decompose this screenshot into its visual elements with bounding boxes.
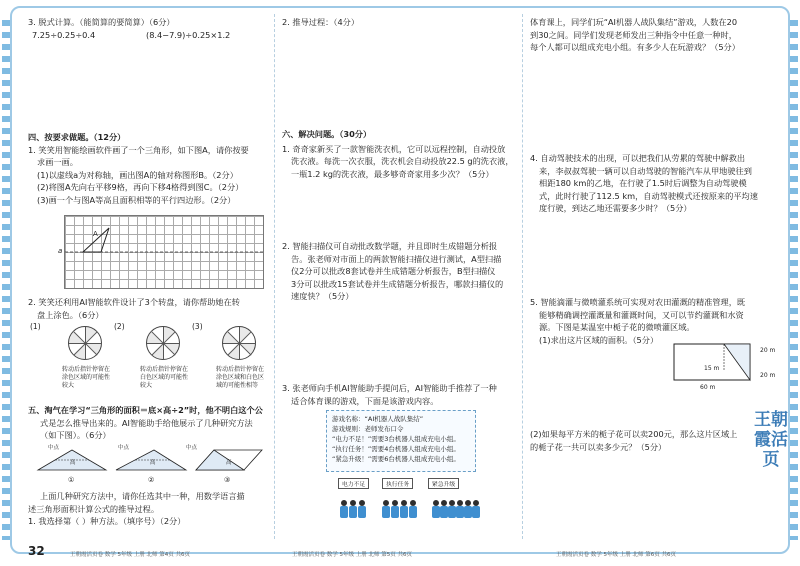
- problem-3-line-1: 3. 张老师向手机AI智能助手提问后，AI智能助手推荐了一种: [282, 383, 497, 393]
- section-5-q1: 1. 我选择第（ ）种方法。（填序号）（2分）: [28, 516, 186, 526]
- dim-label-right: 20 m: [760, 372, 776, 379]
- child-figure: [400, 500, 407, 518]
- q1-line-1: 1. 笑笑用智能绘画软件画了一个三角形，如下图A，请你按要: [28, 144, 249, 155]
- expression-1: 7.25÷0.25÷0.4: [32, 29, 96, 40]
- column-2: [282, 16, 514, 29]
- section-4: [28, 131, 266, 206]
- question-3-title: 3. 脱式计算。（能简算的要简算）（6分）: [28, 17, 175, 27]
- q1-sub-3: (3)画一个与图A等高且面积相等的平行四边形。（2分）: [37, 194, 236, 205]
- midpoint-label-2: 中点: [118, 445, 130, 451]
- spinner-2-num: (2): [114, 322, 125, 331]
- question-2: [28, 296, 266, 321]
- left-wave-border: [2, 20, 10, 540]
- page-number: 32: [28, 544, 45, 558]
- section-6-title: 六、解决问题。（30分）: [282, 129, 372, 139]
- method-2-num: ②: [148, 476, 155, 484]
- section-5-line-3: （如下图）。（6分）: [40, 430, 111, 440]
- child-figure: [472, 500, 479, 518]
- game-rule-1: “电力不足！”需要3台机器人组成充电小组。: [332, 435, 460, 443]
- column-divider-1: [274, 14, 275, 539]
- problem-3-line-2: 适合体育课的游戏，下面是该游戏内容。: [291, 395, 439, 406]
- problem-2-line-2: 告。张老师对市面上的两款智能扫描仪进行测试，A型扫描: [291, 253, 502, 264]
- problem-5-sub-2-line-1: (2)如果每平方米的栀子花可以卖200元，那么这片区域上: [530, 429, 738, 439]
- child-figure: [432, 500, 439, 518]
- triangle-A-figure: [65, 216, 263, 288]
- q2-line-1: 2. 笑笑还利用AI智能软件设计了3个转盘，请你帮助她在转: [28, 297, 240, 307]
- problem-5: [530, 296, 770, 346]
- label-A: A: [93, 230, 98, 238]
- game-rule: 游戏规则：老师发布口令: [332, 425, 404, 433]
- problem-5-line-2: 能够精确调控灌溉量和灌溉时间，又可以节约灌溉和水资: [539, 309, 744, 320]
- height-label-1: 高: [70, 460, 76, 466]
- problem-2-line-1: 2. 智能扫描仪可自动批改数学题，并且即时生成错题分析报: [282, 241, 498, 251]
- problem-4-line-2: 来，李叔叔驾驶一辆可以自动驾驶的智能汽车从甲地驶往到: [539, 165, 752, 176]
- problem-1-line-2: 洗衣液。每洗一次衣服，洗衣机会自动投放22.5 g的洗衣液，: [291, 156, 514, 166]
- q1-sub-2: (2)将图A先向右平移9格，再向下移4格得到图C。（2分）: [37, 182, 244, 192]
- child-figure: [349, 500, 356, 518]
- game-rule-3: “紧急升级！”需要6台机器人组成充电小组。: [332, 455, 460, 463]
- brand-logo: 王朝霞活页: [754, 410, 788, 470]
- child-figure: [456, 500, 463, 518]
- right-wave-border: [790, 20, 798, 540]
- axis-label-a: a: [58, 247, 63, 255]
- problem-2-line-5: 速度快？（5分）: [291, 291, 354, 301]
- footer-left: 王朝霞活页卷 数学 5年级 上册 北师 第4页 共6页: [70, 552, 190, 558]
- problem-5-part-2: [530, 428, 770, 453]
- dim-label-top: 20 m: [760, 347, 776, 354]
- section-5-line-2: 式是怎么推导出来的。AI智能助手给他展示了几种研究方法: [40, 417, 253, 428]
- game-problem-line-3: 每个人都可以组成充电小组。有多少人在玩游戏？（5分）: [530, 42, 740, 52]
- problem-3: [282, 382, 514, 407]
- tag-emergency-upgrade: 紧急升级: [428, 478, 459, 489]
- child-figure: [358, 500, 365, 518]
- spinner-3-num: (3): [192, 322, 203, 331]
- q1-sub-1: (1)以虚线a为对称轴，画出图A的轴对称图形B。（2分）: [37, 169, 238, 180]
- child-figure: [391, 500, 398, 518]
- expression-2: (8.4−7.9)÷0.25×1.2: [146, 29, 231, 40]
- spinner-3[interactable]: [222, 326, 256, 360]
- problem-1-line-1: 1. 奇奇家新买了一款智能洗衣机，它可以远程控制，自动投放: [282, 143, 506, 154]
- section-5: [28, 404, 266, 442]
- footer-right: 王朝霞活页卷 数学 5年级 上册 北师 第6页 共6页: [556, 552, 676, 558]
- problem-2-line-4: 3分可以批改15套试卷并生成错题分析报告，哪款扫描仪的: [291, 278, 504, 289]
- column-divider-2: [522, 14, 523, 539]
- midpoint-label-1: 中点: [48, 445, 60, 451]
- problem-1-line-3: 一瓶1.2 kg的洗衣液，最多够奇奇家用多少次？（5分）: [291, 168, 494, 179]
- spinner-2-caption: 转动后指针停留在白色区域的可能性较大: [140, 366, 189, 389]
- child-figure: [340, 500, 347, 518]
- section-5-line-4: 上面几种研究方法中，请你任选其中一种，用数学语言描: [40, 491, 245, 501]
- problem-5-sub-2-line-2: 的栀子花一共可以卖多少元？（5分）: [530, 441, 667, 452]
- problem-2-line-3: 仪2分可以批改8套试卷并生成错题分析报告，B型扫描仪: [291, 266, 496, 276]
- child-figure: [448, 500, 455, 518]
- method-1-num: ①: [68, 476, 75, 484]
- spinner-3-caption: 转动后指针停留在涂色区域和白色区域的可能性相等: [216, 366, 265, 389]
- game-name: 游戏名称：“AI机器人战队集结”: [332, 415, 424, 423]
- children-illustration: [336, 494, 486, 530]
- dim-label-bottom: 60 m: [700, 384, 716, 391]
- column-1: [28, 16, 266, 41]
- section-5-prompt: [28, 490, 266, 528]
- spinner-1-num: (1): [30, 322, 41, 331]
- child-figure: [409, 500, 416, 518]
- game-problem-line-2: 到30之间。同学们发现老师发出三种指令中任意一种时，: [530, 29, 737, 40]
- method-3-num: ③: [224, 476, 231, 484]
- footer-middle: 王朝霞活页卷 数学 5年级 上册 北师 第5页 共6页: [292, 552, 412, 558]
- drawing-grid[interactable]: [64, 215, 264, 289]
- problem-4: [530, 152, 770, 215]
- game-rules-box: [326, 410, 476, 472]
- tag-power-low: 电力不足: [338, 478, 369, 489]
- problem-5-line-3: 源。下图是某温室中栀子花的微喷灌区域。: [539, 322, 695, 332]
- q2-line-2: 盘上涂色。（6分）: [37, 309, 104, 320]
- problem-2: [282, 240, 514, 303]
- midpoint-label-3: 中点: [186, 445, 198, 451]
- problem-4-line-4: 式，此时行驶了112.5 km，自动驾驶模式还按原来的平均速: [539, 190, 758, 201]
- spinner-1[interactable]: [68, 326, 102, 360]
- problem-5-line-1: 5. 智能滴灌与微喷灌系统可实现对农田灌溉的精准管理，既: [530, 297, 746, 307]
- dim-label-middle: 15 m: [704, 365, 720, 372]
- irrigation-area-figure: [670, 340, 760, 388]
- spinner-2[interactable]: [146, 326, 180, 360]
- game-rule-2: “执行任务！”需要4台机器人组成充电小组。: [332, 445, 460, 453]
- problem-4-line-3: 相距180 km的乙地，在行驶了1.5时后调整为自动驾驶模: [539, 178, 747, 188]
- spinner-group: [30, 322, 270, 398]
- child-figure: [440, 500, 447, 518]
- problem-4-line-1: 4. 自动驾驶技术的出现，可以把我们从劳累的驾驶中解救出: [530, 153, 746, 163]
- child-figure: [382, 500, 389, 518]
- column-3: [530, 16, 770, 54]
- game-problem-line-1: 体育课上，同学们玩“AI机器人战队集结”游戏，人数在20: [530, 17, 738, 27]
- section-5-line-5: 述三角形面积计算公式的推导过程。: [28, 503, 160, 514]
- question-3-expressions: [28, 29, 266, 41]
- section-6: [282, 128, 514, 180]
- section-5-line-1: 五、淘气在学习“三角形的面积＝底×高÷2”时，他不明白这个公: [28, 405, 263, 415]
- problem-5-sub-1: (1)求出这片区域的面积。（5分）: [539, 334, 659, 345]
- child-figure: [464, 500, 471, 518]
- section-4-title: 四、按要求做题。（12分）: [28, 132, 126, 142]
- tag-execute-task: 执行任务: [382, 478, 413, 489]
- q1-line-2: 求画一画。: [37, 157, 78, 167]
- spinner-1-caption: 转动后指针停留在涂色区域的可能性较大: [62, 366, 111, 389]
- derivation-title: 2. 推导过程：（4分）: [282, 17, 360, 27]
- height-label-2: 高: [150, 460, 156, 466]
- problem-4-line-5: 度行驶，到达乙地还需要多少时？（5分）: [539, 203, 692, 213]
- height-label-3: 高: [226, 460, 232, 466]
